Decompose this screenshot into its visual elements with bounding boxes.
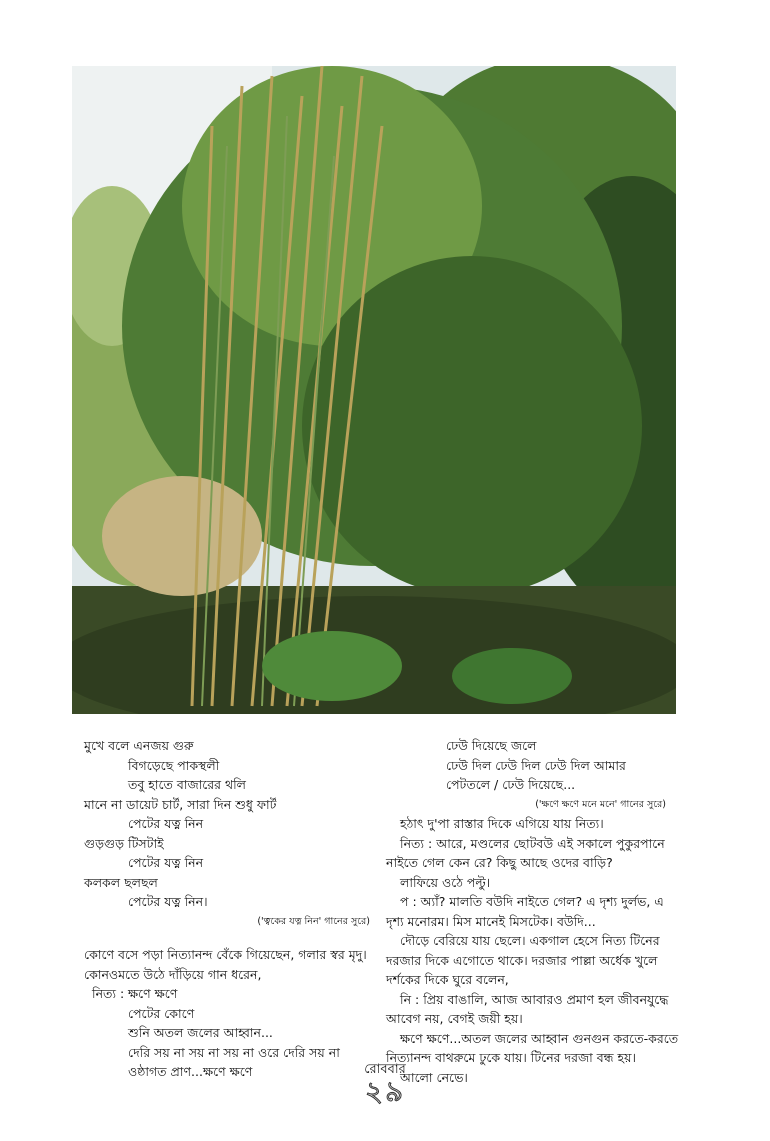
stage-direction: কোনওমতে উঠে দাঁড়িয়ে গান ধরেন, — [84, 966, 262, 982]
verse-line: ঢেউ দিল ঢেউ দিল ঢেউ দিল আমার — [446, 757, 626, 773]
verse-line: ঢেউ দিয়েছে জলে — [446, 738, 537, 753]
verse-line: পেটের কোণে — [128, 1005, 195, 1021]
dialogue-line — [84, 984, 384, 1004]
verse-line: বিগড়েছে পাকস্থলী — [128, 757, 220, 773]
bamboo-photo — [72, 66, 676, 714]
dialogue-line: দৃশ্য মনোরম। মিস মানেই মিসটেক। বউদি... — [386, 913, 596, 929]
stage-direction: দরজার দিকে এগোতে থাকে। দরজার পাল্লা অর্ধেক খুলে — [386, 952, 658, 968]
verse-line: মুখে বলে এনজয় গুরু — [84, 738, 194, 753]
verse-line: পেটের যত্ন নিন। — [128, 894, 208, 909]
verse-line: ক্ষণে ক্ষণে — [128, 986, 178, 1001]
stage-direction: লাফিয়ে ওঠে পল্টু। — [400, 874, 491, 890]
verse-line: পেটের যত্ন নিন — [128, 816, 204, 831]
stage-direction: আলো নেভে। — [400, 1069, 468, 1085]
stage-direction: দর্শকের দিকে ঘুরে বলেন, — [386, 972, 509, 987]
verse-line: মানে না ডায়েট চার্ট, সারা দিন শুধু ফার্ট — [84, 796, 277, 812]
dialogue-line: আবেগ নয়, বেগই জয়ী হয়। — [386, 1011, 523, 1026]
song-tune-note: ('ত্বকের যত্ন নিন' গানের সুরে) — [257, 915, 370, 927]
verse-line: পেটের যত্ন নিন — [128, 855, 204, 870]
verse-line: কলকল ছলছল — [84, 874, 158, 890]
verse-line: গুড়গুড় টিসটাই — [84, 835, 164, 851]
stage-direction: হঠাৎ দু'পা রাস্তার দিকে এগিয়ে যায় নিত্য। — [400, 816, 604, 831]
dialogue-line: প : অ্যাঁ? মালতি বউদি নাইতে গেল? এ দৃশ্য দুর্লভ, এ — [400, 894, 664, 909]
page-number: ২৯ — [364, 1075, 406, 1108]
magazine-name: রোববার — [364, 1062, 406, 1077]
dialogue-line: নাইতে গেল কেন রে? কিছু আছে ওদের বাড়ি? — [386, 855, 613, 870]
right-column — [386, 736, 686, 1087]
stage-direction: কোণে বসে পড়া নিত্যানন্দ বেঁকে গিয়েছেন, গলার স্বর মৃদু। — [84, 947, 367, 962]
verse-line: পেটতলে / ঢেউ দিয়েছে... — [446, 777, 576, 792]
dialogue-line: নি : প্রিয় বাঙালি, আজ আবারও প্রমাণ হল জীবনযুদ্ধে — [400, 991, 669, 1007]
song-tune-note: ('ক্ষণে ক্ষণে মনে মনে' গানের সুরে) — [535, 798, 666, 810]
speaker-label: নিত্য : — [92, 986, 125, 1001]
verse-line: দেরি সয় না সয় না সয় না ওরে দেরি সয় না — [128, 1044, 340, 1060]
stage-direction: ক্ষণে ক্ষণে...অতল জলের আহ্বান গুনগুন করতে-করতে — [400, 1030, 679, 1046]
verse-line: ওষ্ঠাগত প্রাণ...ক্ষণে ক্ষণে — [128, 1064, 253, 1079]
verse-line: তবু হাতে বাজারের থলি — [128, 777, 246, 792]
dialogue-line: নিত্য : আরে, মণ্ডলের ছোটবউ এই সকালে পুকুরপানে — [400, 835, 665, 851]
left-column — [84, 736, 384, 1082]
bamboo-illustration — [72, 66, 676, 714]
stage-direction: দৌড়ে বেরিয়ে যায় ছেলে। একগাল হেসে নিত্য টিনের — [400, 933, 660, 948]
spacer — [84, 931, 384, 945]
stage-direction: নিত্যানন্দ বাথরুমে ঢুকে যায়। টিনের দরজা বন্ধ হয়। — [386, 1050, 636, 1065]
verse-line: শুনি অতল জলের আহ্বান... — [128, 1025, 273, 1040]
